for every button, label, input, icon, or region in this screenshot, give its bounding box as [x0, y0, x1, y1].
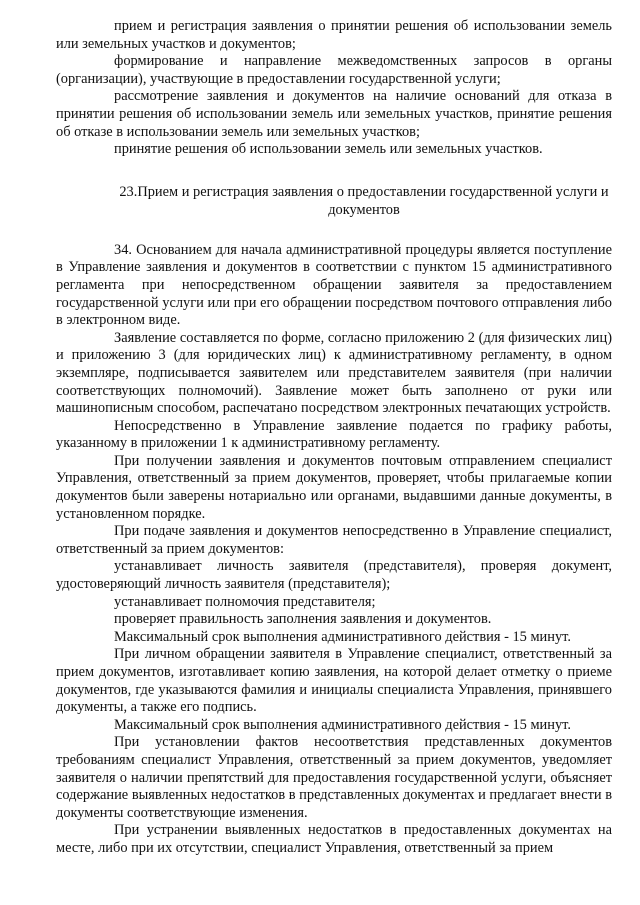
- paragraph: При установлении фактов несоответствия представленных документов требованиям специалист Управления, ответственный за прием документов, уведомляет заявителя о наличии препятствий для предоставления государственной услуги, объясняет содержание выявленных недостатков в представленных документах и предлагает внести в документы соответствующие изменения.: [56, 734, 612, 821]
- paragraph: принятие решения об использовании земель или земельных участков.: [114, 141, 543, 158]
- document-page: [56, 18, 612, 858]
- paragraph: При подаче заявления и документов непосредственно в Управление специалист, ответственный за прием документов:: [56, 523, 612, 557]
- paragraph: Максимальный срок выполнения административного действия - 15 минут.: [114, 628, 571, 645]
- section-heading: 23.Прием и регистрация заявления о предоставлении государственной услуги и документов: [119, 183, 609, 218]
- paragraph: Непосредственно в Управление заявление подается по графику работы, указанному в приложении 1 к административному регламенту.: [56, 417, 612, 452]
- paragraph: прием и регистрация заявления о принятии решения об использовании земель или земельных участков и документов;: [56, 18, 612, 52]
- paragraph: Заявление составляется по форме, согласно приложению 2 (для физических лиц) и приложению 3 (для юридических лиц) к административному регламенту, в одном экземпляре, подписывается заявителем или представителем заявителя (при наличии соответствующих полномочий). Заявление может быть заполнено от руки или машинописным способом, распечатано посредством электронных печатающих устройств.: [56, 329, 612, 417]
- paragraph: устанавливает личность заявителя (представителя), проверяя документ, удостоверяющий личность заявителя (представителя);: [56, 558, 612, 593]
- paragraph: 34. Основанием для начала административной процедуры является поступление в Управление заявления и документов в соответствии с пунктом 15 административного регламента при непосредственном обращении заявителя за предоставлением государственной услуги или при его обращении посредством почтового отправления либо в электронном виде.: [56, 241, 612, 329]
- paragraph: При личном обращении заявителя в Управление специалист, ответственный за прием документов, изготавливает копию заявления, на которой делает отметку о приеме документов, где указываются фамилия и инициалы специалиста Управления, принявшего документы, а также его подпись.: [56, 646, 612, 716]
- paragraph: При получении заявления и документов почтовым отправлением специалист Управления, ответственный за прием документов, проверяет, чтобы прилагаемые копии документов были заверены нотариально или органами, выдавшими данные документы, в установленном порядке.: [56, 452, 612, 522]
- paragraph: проверяет правильность заполнения заявления и документов.: [114, 611, 492, 628]
- paragraph: формирование и направление межведомственных запросов в органы (организации), участвующие в предоставлении государственной услуги;: [56, 53, 612, 87]
- paragraph: рассмотрение заявления и документов на наличие оснований для отказа в принятии решения об использовании земель или земельных участков, принятие решения об отказе в использовании земель или земельных участков;: [56, 88, 612, 140]
- paragraph: Максимальный срок выполнения административного действия - 15 минут.: [114, 716, 571, 733]
- paragraph: При устранении выявленных недостатков в предоставленных документах на месте, либо при их отсутствии, специалист Управления, ответственный за прием: [56, 822, 612, 856]
- paragraph: устанавливает полномочия представителя;: [114, 593, 376, 610]
